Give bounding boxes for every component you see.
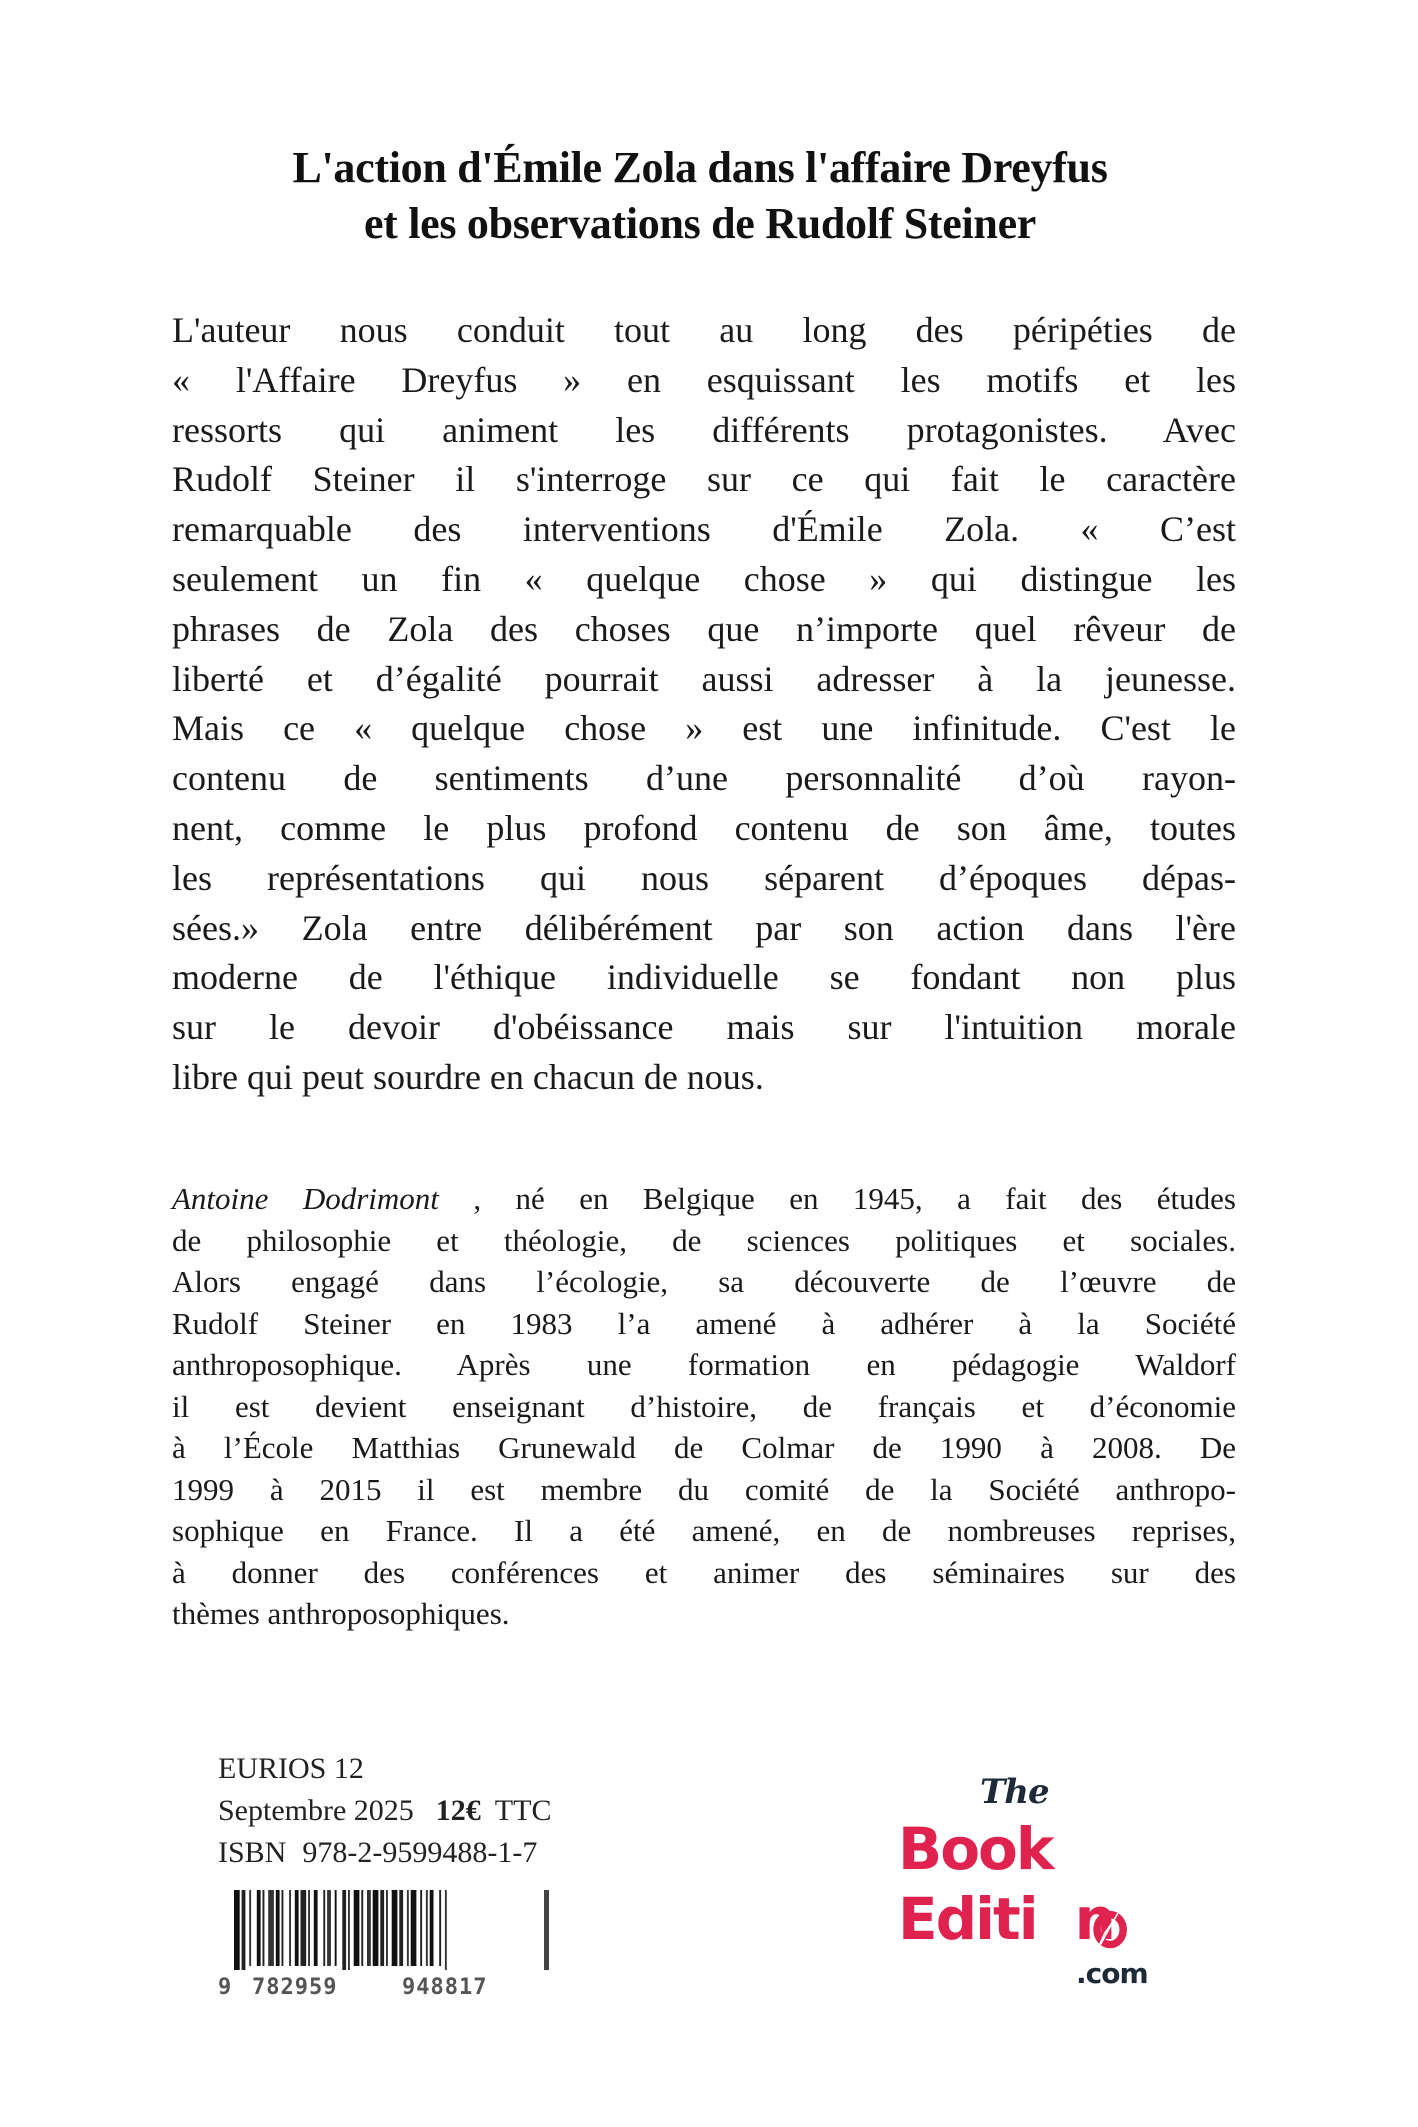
publication-date: Septembre 2025	[218, 1794, 414, 1827]
summary-line: seulement un fin « quelque chose » qui distingue les	[172, 558, 1236, 599]
bio-line: à l’École Matthias Grunewald de Colmar de 1990 à 2008. De	[172, 1430, 1236, 1465]
barcode-graphic	[218, 1890, 558, 2000]
bio-line: anthroposophique. Après une formation en pédagogie Waldorf	[172, 1347, 1236, 1382]
publication-info	[218, 1748, 551, 1874]
summary-line: moderne de l'éthique individuelle se fondant non plus	[172, 957, 1236, 998]
barcode-bar	[263, 1890, 265, 1966]
bio-first-line-text: , né en Belgique en 1945, a fait des études	[438, 1181, 1236, 1216]
logo-edition-end: n	[1074, 1885, 1114, 1953]
bio-line: de philosophie et théologie, de sciences politiques et sociales.	[172, 1222, 1236, 1258]
publisher-logo	[870, 1772, 1190, 2002]
barcode-bar	[308, 1890, 310, 1966]
summary-line: contenu de sentiments d’une personnalité d’où rayon-	[172, 758, 1236, 799]
barcode-bar	[301, 1890, 307, 1966]
bio-line: il est devient enseignant d’histoire, de français et d’économie	[172, 1388, 1236, 1424]
book-summary	[172, 306, 1236, 1103]
summary-line: « l'Affaire Dreyfus » en esquissant les motifs et les	[172, 359, 1236, 400]
logo-dotcom: .com	[1076, 1957, 1148, 1990]
barcode-bar	[289, 1890, 291, 1966]
summary-line: ressorts qui animent les différents protagonistes. Avec	[172, 409, 1236, 450]
barcode-bar	[380, 1890, 384, 1966]
summary-line: remarquable des interventions d'Émile Zola. « C’est	[172, 509, 1236, 550]
barcode-bar	[420, 1890, 422, 1966]
summary-line: phrases de Zola des choses que n’importe quel rêveur de	[172, 608, 1236, 649]
summary-line: les représentations qui nous séparent d’époques dépas-	[172, 857, 1236, 898]
barcode-bar	[342, 1890, 346, 1970]
bio-line: sophique en France. Il a été amené, en de nombreuses reprises,	[172, 1513, 1236, 1548]
author-biography	[172, 1178, 1236, 1635]
bio-line: Alors engagé dans l’écologie, sa découverte de l’œuvre de	[172, 1264, 1236, 1299]
barcode-bar	[354, 1890, 360, 1966]
barcode-bar	[348, 1890, 350, 1970]
price: 12€	[435, 1794, 481, 1827]
barcode-digit-first: 9	[218, 1975, 232, 2000]
bio-line: 1999 à 2015 il est membre du comité de la Société anthropo-	[172, 1471, 1236, 1507]
bio-line	[172, 1178, 1236, 1220]
summary-line: nent, comme le plus profond contenu de son âme, toutes	[172, 807, 1236, 848]
summary-line: sées.» Zola entre délibérément par son action dans l'ère	[172, 907, 1236, 948]
series-label: EURIOS 12	[218, 1752, 364, 1785]
barcode-bar	[392, 1890, 398, 1966]
summary-line: sur le devoir d'obéissance mais sur l'intuition morale	[172, 1007, 1236, 1048]
barcode-bar	[276, 1890, 280, 1966]
barcode-bar	[411, 1890, 417, 1966]
barcode-bar	[544, 1890, 549, 1970]
isbn-label: ISBN	[218, 1836, 287, 1869]
barcode-bar	[386, 1890, 388, 1966]
logo-book: Book	[898, 1815, 1053, 1883]
date-price-row	[218, 1790, 551, 1832]
barcode-digits-right: 948817	[402, 1975, 488, 2000]
feather-icon	[1092, 1896, 1132, 1952]
summary-line: Rudolf Steiner il s'interroge sur ce qui fait le caractère	[172, 459, 1236, 500]
barcode-bar	[367, 1890, 371, 1966]
barcode-bar	[373, 1890, 379, 1966]
logo-the: The	[980, 1772, 1049, 1812]
summary-line: libre qui peut sourdre en chacun de nous.	[172, 1056, 764, 1097]
barcode-bar	[268, 1890, 274, 1966]
tax-label: TTC	[494, 1794, 552, 1827]
barcode-bar	[234, 1890, 240, 1970]
logo-edition	[898, 1886, 1114, 1952]
bio-line: à donner des conférences et animer des séminaires sur des	[172, 1554, 1236, 1590]
author-name: Antoine Dodrimont	[172, 1181, 439, 1216]
summary-line: L'auteur nous conduit tout au long des péripéties de	[172, 310, 1236, 350]
bio-line: thèmes anthroposophiques.	[172, 1596, 510, 1631]
barcode-bar	[399, 1890, 403, 1966]
barcode-bar	[323, 1890, 325, 1966]
barcode-bar	[430, 1890, 434, 1966]
barcode-bar	[242, 1890, 246, 1970]
bio-line: Rudolf Steiner en 1983 l’a amené à adhérer à la Société	[172, 1305, 1236, 1341]
summary-line: Mais ce « quelque chose » est une infinitude. C'est le	[172, 708, 1236, 749]
barcode-bar	[295, 1890, 299, 1966]
barcode-bar	[257, 1890, 261, 1966]
isbn-number: 978-2-9599488-1-7	[302, 1836, 538, 1869]
barcode-bar	[445, 1890, 447, 1970]
barcode-bar	[407, 1890, 409, 1966]
summary-line: liberté et d’égalité pourrait aussi adresser à la jeunesse.	[172, 658, 1236, 699]
barcode-bar	[314, 1890, 318, 1966]
barcode-digits-left: 782959	[252, 1975, 338, 2000]
barcode-bar	[282, 1890, 284, 1966]
isbn-barcode	[218, 1890, 558, 2000]
barcode-bar	[426, 1890, 428, 1966]
title-line-2: et les observations de Rudolf Steiner	[363, 199, 1037, 248]
isbn-row	[218, 1832, 551, 1874]
logo-edition-start: Editi	[898, 1885, 1037, 1953]
title-line-1: L'action d'Émile Zola dans l'affaire Dreyfus	[292, 143, 1108, 192]
barcode-bar	[249, 1890, 251, 1966]
barcode-bars	[234, 1890, 549, 1970]
book-title	[160, 140, 1240, 252]
barcode-bar	[439, 1890, 441, 1966]
barcode-bar	[327, 1890, 331, 1966]
barcode-bar	[335, 1890, 337, 1966]
barcode-bar	[361, 1890, 363, 1966]
